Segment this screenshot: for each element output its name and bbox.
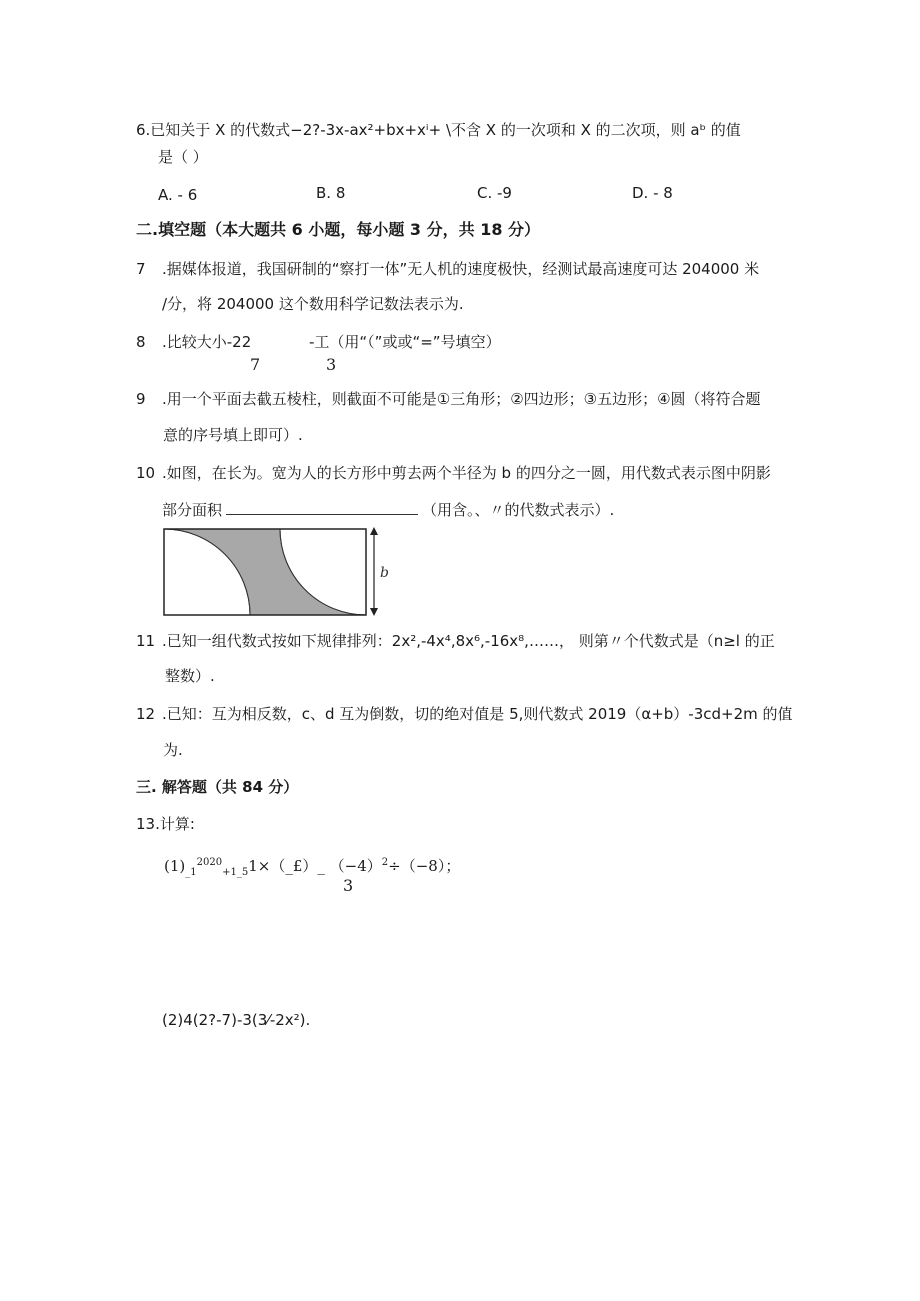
q13-p1-tail: ÷（−8）；	[388, 857, 461, 875]
q13-title: 13.计算:	[136, 815, 195, 833]
q6-option-a: A. - 6	[158, 186, 198, 204]
q10-number: 10	[136, 464, 156, 482]
q13-p1-label: (1)	[164, 857, 186, 875]
q10-arrow-head-top	[370, 527, 378, 535]
q10-figure	[160, 525, 392, 617]
q13-p1-square: 2	[381, 857, 389, 868]
q8-text2: -工（用“（”或或“=”号填空）	[309, 333, 501, 351]
q9-line2: 意的序号填上即可）.	[163, 426, 303, 444]
q10-line2	[162, 500, 614, 520]
q10-text2a: 部分面积	[162, 501, 223, 519]
q12-line1	[136, 704, 793, 724]
q12-number: 12	[136, 705, 156, 723]
q13-p1-five: _5	[236, 867, 249, 878]
q7-number: 7	[136, 260, 146, 278]
q7-line1	[136, 259, 759, 279]
q8-text1: .比较大小-22	[162, 333, 252, 351]
q13-p1-plus: +1	[222, 867, 237, 878]
q9-number: 9	[136, 390, 146, 408]
q8-denominator-1: 7	[250, 355, 261, 374]
q13-part1	[164, 856, 460, 876]
q9-line1	[136, 389, 761, 409]
q10-figure-label: b	[380, 565, 389, 581]
q12-text1: .已知：互为相反数，c、d 互为倒数，切的绝对值是 5,则代数式 2019（α+b）-3cd+2m 的值	[162, 705, 793, 723]
q11-number: 11	[136, 632, 156, 650]
q13-p1-exp: 2020	[196, 857, 223, 868]
q12-line2: 为.	[163, 741, 183, 759]
q13-p1-base: _1	[185, 867, 197, 878]
q13-part2: (2)4(2?-7)-3(3⁄-2x²).	[162, 1011, 311, 1029]
q6-option-d: D. - 8	[632, 184, 673, 202]
section2-title: 二.填空题（本大题共 6 小题，每小题 3 分，共 18 分）	[136, 220, 541, 239]
q10-text1: .如图，在长为。宽为人的长方形中剪去两个半径为 b 的四分之一圆，用代数式表示图中阴影	[162, 464, 771, 482]
q6-line1: 6.已知关于 X 的代数式−2?-3x-ax²+bx+xⁱ+ \不含 X 的一次项和 X 的二次项，则 aᵇ 的值	[136, 121, 741, 139]
q11-text1: .已知一组代数式按如下规律排列：2x²,-4x⁴,8x⁶,-16x⁸,……， 则第〃个代数式是（n≥l 的正	[162, 632, 775, 650]
q11-line2: 整数）.	[165, 667, 215, 685]
q13-p1-mid: 1×（_£）_	[248, 857, 325, 875]
q10-text2b: （用含。、〃的代数式表示）.	[422, 501, 615, 519]
q11-line1	[136, 631, 775, 651]
q8-line1	[136, 332, 251, 352]
q6-option-c: C. -9	[477, 184, 512, 202]
q8-denominator-2: 3	[326, 355, 337, 374]
q7-text1: .据媒体报道，我国研制的“察打一体”无人机的速度极快，经测试最高速度可达 204000 米	[162, 260, 760, 278]
q10-answer-blank	[226, 500, 418, 515]
q7-line2: /分，将 204000 这个数用科学记数法表示为.	[162, 295, 464, 313]
q6-line2: 是（ ）	[158, 148, 208, 166]
q10-line1	[136, 463, 771, 483]
q8-number: 8	[136, 333, 146, 351]
section3-title: 三. 解答题（共 84 分）	[136, 778, 299, 796]
q13-p1-neg4: （−4）	[329, 857, 382, 875]
q9-text1: .用一个平面去截五棱柱，则截面不可能是①三角形；②四边形；③五边形；④圆（将符合题	[162, 390, 761, 408]
q10-shade-fill	[164, 529, 366, 615]
q6-option-b: B. 8	[316, 184, 346, 202]
q10-arrow-head-bottom	[370, 608, 378, 616]
q13-p1-denominator: 3	[343, 876, 354, 895]
